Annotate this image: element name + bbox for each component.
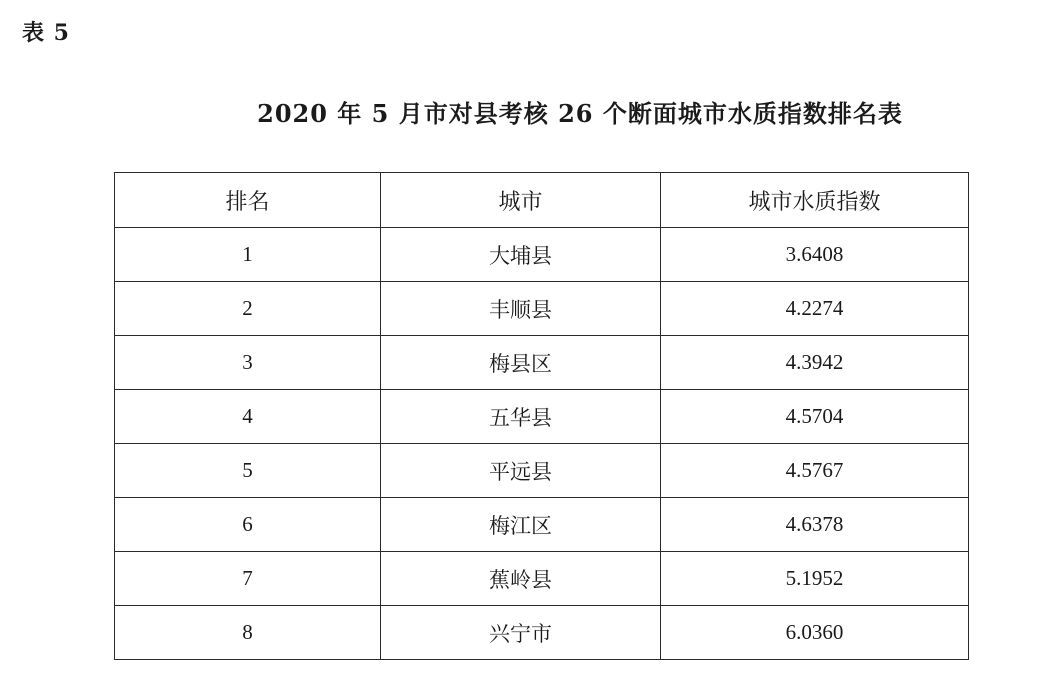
table-row xyxy=(115,390,969,444)
rank-cell: 5 xyxy=(115,444,381,498)
index-cell: 4.5767 xyxy=(661,444,969,498)
index-cell: 4.2274 xyxy=(661,282,969,336)
rank-cell: 6 xyxy=(115,498,381,552)
city-cell: 平远县 xyxy=(381,444,661,498)
index-cell: 4.3942 xyxy=(661,336,969,390)
table-row xyxy=(115,336,969,390)
table-row xyxy=(115,444,969,498)
header-rank: 排名 xyxy=(115,173,381,228)
rank-cell: 7 xyxy=(115,552,381,606)
header-water-quality-index: 城市水质指数 xyxy=(661,173,969,228)
rank-cell: 1 xyxy=(115,228,381,282)
city-cell: 五华县 xyxy=(381,390,661,444)
index-cell: 4.6378 xyxy=(661,498,969,552)
rank-cell: 3 xyxy=(115,336,381,390)
city-cell: 丰顺县 xyxy=(381,282,661,336)
city-cell: 梅县区 xyxy=(381,336,661,390)
index-cell: 6.0360 xyxy=(661,606,969,660)
index-cell: 4.5704 xyxy=(661,390,969,444)
city-cell: 梅江区 xyxy=(381,498,661,552)
rank-cell: 2 xyxy=(115,282,381,336)
table-row xyxy=(115,606,969,660)
header-city: 城市 xyxy=(381,173,661,228)
city-cell: 兴宁市 xyxy=(381,606,661,660)
table-title: 2020 年 5 月市对县考核 26 个断面城市水质指数排名表 xyxy=(257,99,903,128)
ranking-table xyxy=(114,172,969,660)
rank-cell: 4 xyxy=(115,390,381,444)
table-row xyxy=(115,282,969,336)
index-cell: 5.1952 xyxy=(661,552,969,606)
table-row xyxy=(115,228,969,282)
city-cell: 大埔县 xyxy=(381,228,661,282)
city-cell: 蕉岭县 xyxy=(381,552,661,606)
index-cell: 3.6408 xyxy=(661,228,969,282)
table-row xyxy=(115,498,969,552)
table-header-row xyxy=(115,173,969,228)
table-row xyxy=(115,552,969,606)
table-label: 表 5 xyxy=(22,20,70,46)
rank-cell: 8 xyxy=(115,606,381,660)
